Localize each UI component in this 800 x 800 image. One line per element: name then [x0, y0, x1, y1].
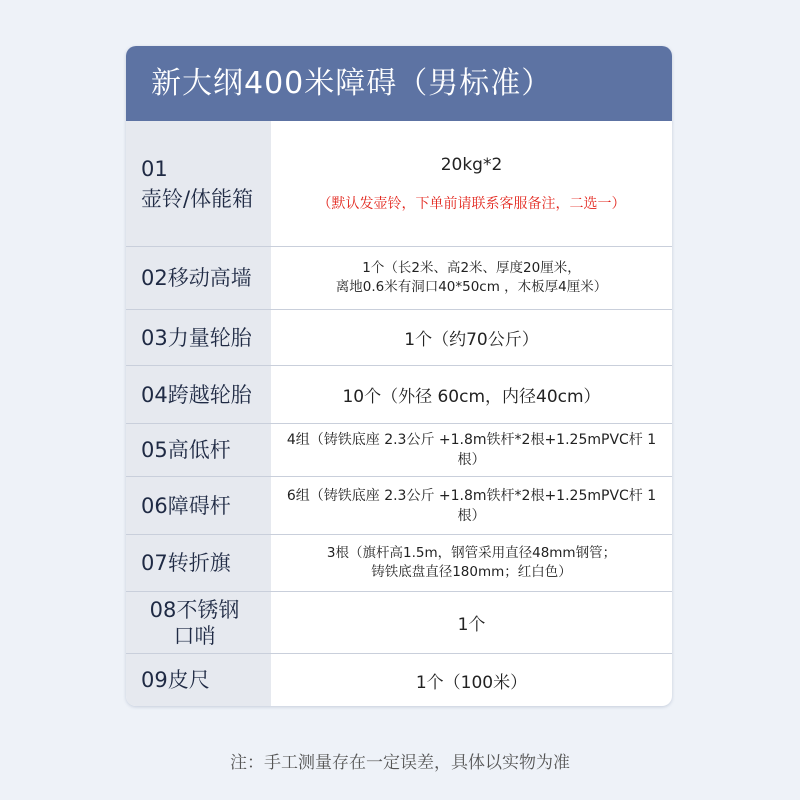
table-row: [126, 477, 672, 535]
row-value: 1个: [457, 615, 486, 635]
row-label: 03力量轮胎: [126, 310, 271, 365]
row-value: [271, 121, 672, 246]
row-value: 1个（约70公斤）: [404, 330, 539, 350]
table-row: [126, 247, 672, 310]
row-label: 05高低杆: [126, 424, 271, 476]
table-row: [126, 310, 672, 366]
row-value: [271, 535, 672, 591]
row-remark: （默认发壶铃，下单前请联系客服备注，二选一）: [317, 195, 626, 212]
row-value-line: 1个（长2米、高2米、厚度20厘米，: [362, 260, 581, 276]
row-label-text: 壶铃/体能箱: [141, 186, 254, 211]
footer-note: 注：手工测量存在一定误差，具体以实物为准: [230, 753, 570, 773]
row-value-line: 离地0.6米有洞口40*50cm ，木板厚4厘米）: [335, 279, 608, 295]
row-label: 07转折旗: [126, 535, 271, 591]
table-row: [126, 592, 672, 654]
row-value: 10个（外径 60cm，内径40cm）: [342, 387, 601, 407]
card-title: 新大纲400米障碍（男标准）: [126, 46, 672, 121]
table-row: [126, 366, 672, 424]
table-row: [126, 121, 672, 247]
row-value: [271, 247, 672, 309]
row-number: 01: [141, 156, 168, 181]
row-label-line: 08不锈钢: [149, 597, 240, 622]
table-row: [126, 424, 672, 477]
row-value: 6组（铸铁底座 2.3公斤 +1.8m铁杆*2根+1.25mPVC杆 1根）: [286, 487, 657, 524]
row-label-line: 口哨: [173, 623, 216, 648]
row-value: 4组（铸铁底座 2.3公斤 +1.8m铁杆*2根+1.25mPVC杆 1根）: [286, 432, 657, 468]
row-label: 04跨越轮胎: [126, 366, 271, 423]
row-label: [126, 592, 271, 653]
table-row: [126, 654, 672, 706]
spec-card: [126, 46, 672, 706]
row-label: 09皮尺: [126, 654, 271, 706]
row-value-text: 20kg*2: [440, 154, 503, 175]
row-label: [126, 121, 271, 246]
row-label: 06障碍杆: [126, 477, 271, 534]
row-value-line: 铸铁底盘直径180mm；红白色）: [371, 564, 572, 580]
row-value-line: 3根（旗杆高1.5m，钢管采用直径48mm钢管；: [326, 545, 617, 561]
row-label: 02移动高墙: [126, 247, 271, 309]
row-value: 1个（100米）: [415, 672, 528, 693]
table-row: [126, 535, 672, 592]
